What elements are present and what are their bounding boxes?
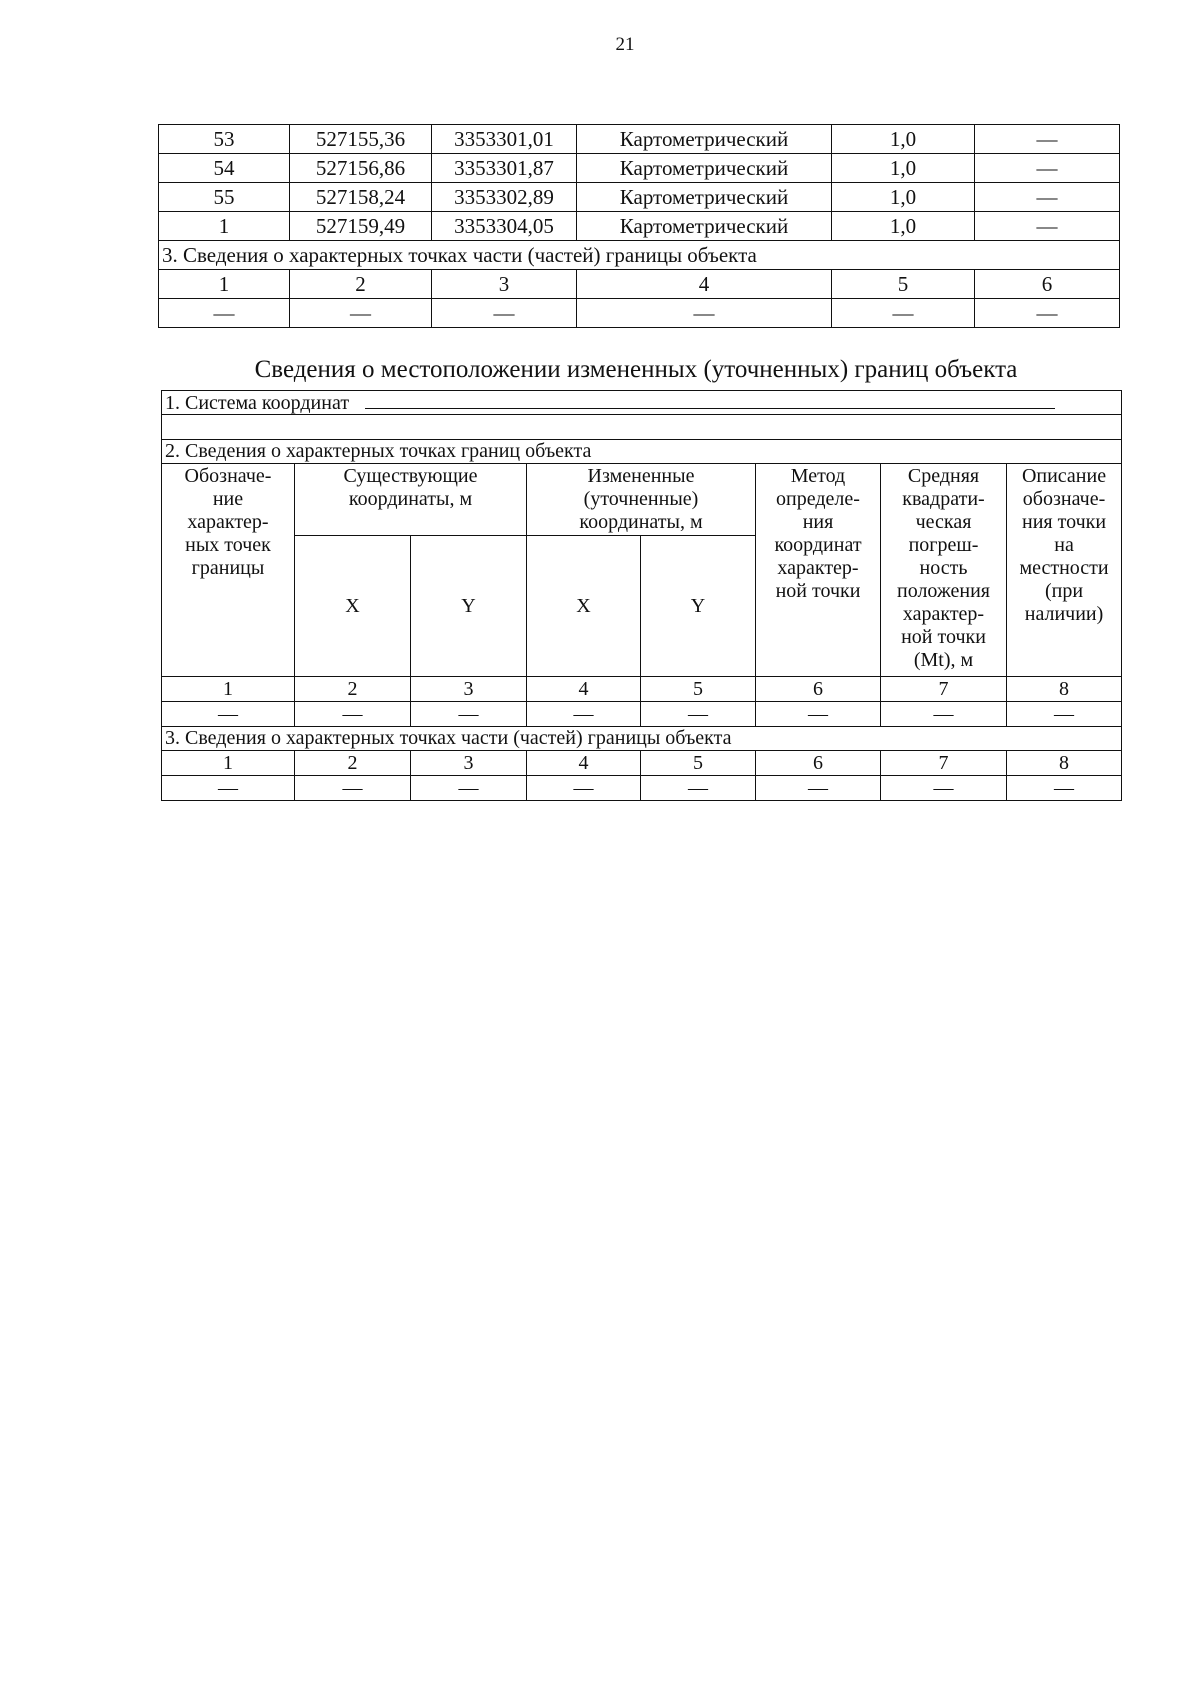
cell-point-number: 1: [159, 212, 290, 241]
column-number: 6: [975, 270, 1120, 299]
section3-dash-row: [159, 299, 1120, 328]
cell-coordinate-x: 527155,36: [290, 125, 432, 154]
section3-number-row: [162, 751, 1122, 776]
column-number: 3: [411, 751, 527, 776]
cell-mean-error: 1,0: [832, 154, 975, 183]
cell-description: —: [975, 212, 1120, 241]
empty-cell: —: [432, 299, 577, 328]
column-number: 1: [162, 751, 295, 776]
cell-mean-error: 1,0: [832, 125, 975, 154]
cell-method: Картометрический: [577, 154, 832, 183]
header-y-changed: Y: [641, 536, 756, 677]
cell-mean-error: 1,0: [832, 212, 975, 241]
column-number: 6: [756, 677, 881, 702]
header-row-1: [162, 464, 1122, 536]
header-existing-coordinates: Существующие координаты, м: [295, 464, 527, 536]
empty-cell: —: [1007, 776, 1122, 801]
column-number: 5: [832, 270, 975, 299]
column-number: 8: [1007, 751, 1122, 776]
column-number: 7: [881, 677, 1007, 702]
cell-description: —: [975, 183, 1120, 212]
column-number: 7: [881, 751, 1007, 776]
table-row: [159, 125, 1120, 154]
empty-cell: —: [527, 702, 641, 727]
column-number: 4: [527, 677, 641, 702]
column-number: 5: [641, 677, 756, 702]
table-row: [159, 154, 1120, 183]
section3-title-row: [162, 727, 1122, 751]
header-y-existing: Y: [411, 536, 527, 677]
cell-coordinate-y: 3353304,05: [432, 212, 577, 241]
coordinate-system-row: [162, 391, 1122, 415]
page-number: 21: [615, 34, 635, 55]
header-changed-coordinates: Измененные (уточненные) координаты, м: [527, 464, 756, 536]
empty-cell: —: [881, 776, 1007, 801]
empty-cell: —: [641, 776, 756, 801]
header-method: Метод определе- ния координат характер- ной точки: [756, 464, 881, 677]
cell-coordinate-y: 3353301,87: [432, 154, 577, 183]
column-number: 4: [577, 270, 832, 299]
empty-cell: —: [295, 702, 411, 727]
section2-title-row: [162, 440, 1122, 464]
dash-row: [162, 702, 1122, 727]
coordinate-system-label: 1. Система координат: [165, 392, 350, 414]
table-row: [159, 183, 1120, 212]
section-title: Сведения о местоположении измененных (уточненных) границ объекта: [254, 356, 1018, 383]
header-x-changed: X: [527, 536, 641, 677]
cell-coordinate-y: 3353301,01: [432, 125, 577, 154]
empty-cell: —: [295, 776, 411, 801]
column-number: 4: [527, 751, 641, 776]
column-number: 3: [411, 677, 527, 702]
empty-cell: —: [159, 299, 290, 328]
column-number: 2: [295, 677, 411, 702]
section3-title-row: [159, 241, 1120, 270]
empty-cell: —: [290, 299, 432, 328]
section2-title: 2. Сведения о характерных точках границ объекта: [162, 440, 1122, 464]
empty-cell: —: [1007, 702, 1122, 727]
empty-cell: —: [832, 299, 975, 328]
header-x-existing: X: [295, 536, 411, 677]
section3-title: 3. Сведения о характерных точках части (частей) границы объекта: [159, 241, 1120, 270]
empty-cell: —: [756, 702, 881, 727]
cell-mean-error: 1,0: [832, 183, 975, 212]
section3-dash-row: [162, 776, 1122, 801]
column-number: 8: [1007, 677, 1122, 702]
cell-coordinate-x: 527159,49: [290, 212, 432, 241]
coordinate-system-blank-line: [365, 391, 1055, 409]
cell-coordinate-x: 527156,86: [290, 154, 432, 183]
header-mean-error: Средняя квадрати- ческая погреш- ность положения характер- ной точки (Mt), м: [881, 464, 1007, 677]
changed-boundaries-table: [161, 390, 1122, 801]
cell-method: Картометрический: [577, 125, 832, 154]
column-number: 3: [432, 270, 577, 299]
empty-cell: —: [975, 299, 1120, 328]
empty-cell: —: [527, 776, 641, 801]
cell-coordinate-y: 3353302,89: [432, 183, 577, 212]
cell-description: —: [975, 125, 1120, 154]
cell-point-number: 53: [159, 125, 290, 154]
cell-method: Картометрический: [577, 212, 832, 241]
table-row: [159, 212, 1120, 241]
cell-point-number: 55: [159, 183, 290, 212]
column-number: 5: [641, 751, 756, 776]
section3-number-row: [159, 270, 1120, 299]
empty-cell: —: [162, 702, 295, 727]
blank-cell: [162, 415, 1122, 440]
cell-point-number: 54: [159, 154, 290, 183]
column-number: 1: [159, 270, 290, 299]
column-number: 2: [290, 270, 432, 299]
cell-description: —: [975, 154, 1120, 183]
empty-cell: —: [411, 776, 527, 801]
blank-row: [162, 415, 1122, 440]
cell-method: Картометрический: [577, 183, 832, 212]
column-number: 1: [162, 677, 295, 702]
column-number: 2: [295, 751, 411, 776]
empty-cell: —: [577, 299, 832, 328]
empty-cell: —: [881, 702, 1007, 727]
column-number: 6: [756, 751, 881, 776]
header-designation: Обозначе- ние характер- ных точек границы: [162, 464, 295, 677]
continuation-table: [158, 124, 1120, 328]
empty-cell: —: [411, 702, 527, 727]
empty-cell: —: [756, 776, 881, 801]
empty-cell: —: [641, 702, 756, 727]
column-number-row: [162, 677, 1122, 702]
header-point-description: Описание обозначе- ния точки на местности (при наличии): [1007, 464, 1122, 677]
section3-title: 3. Сведения о характерных точках части (частей) границы объекта: [162, 727, 1122, 751]
cell-coordinate-x: 527158,24: [290, 183, 432, 212]
empty-cell: —: [162, 776, 295, 801]
